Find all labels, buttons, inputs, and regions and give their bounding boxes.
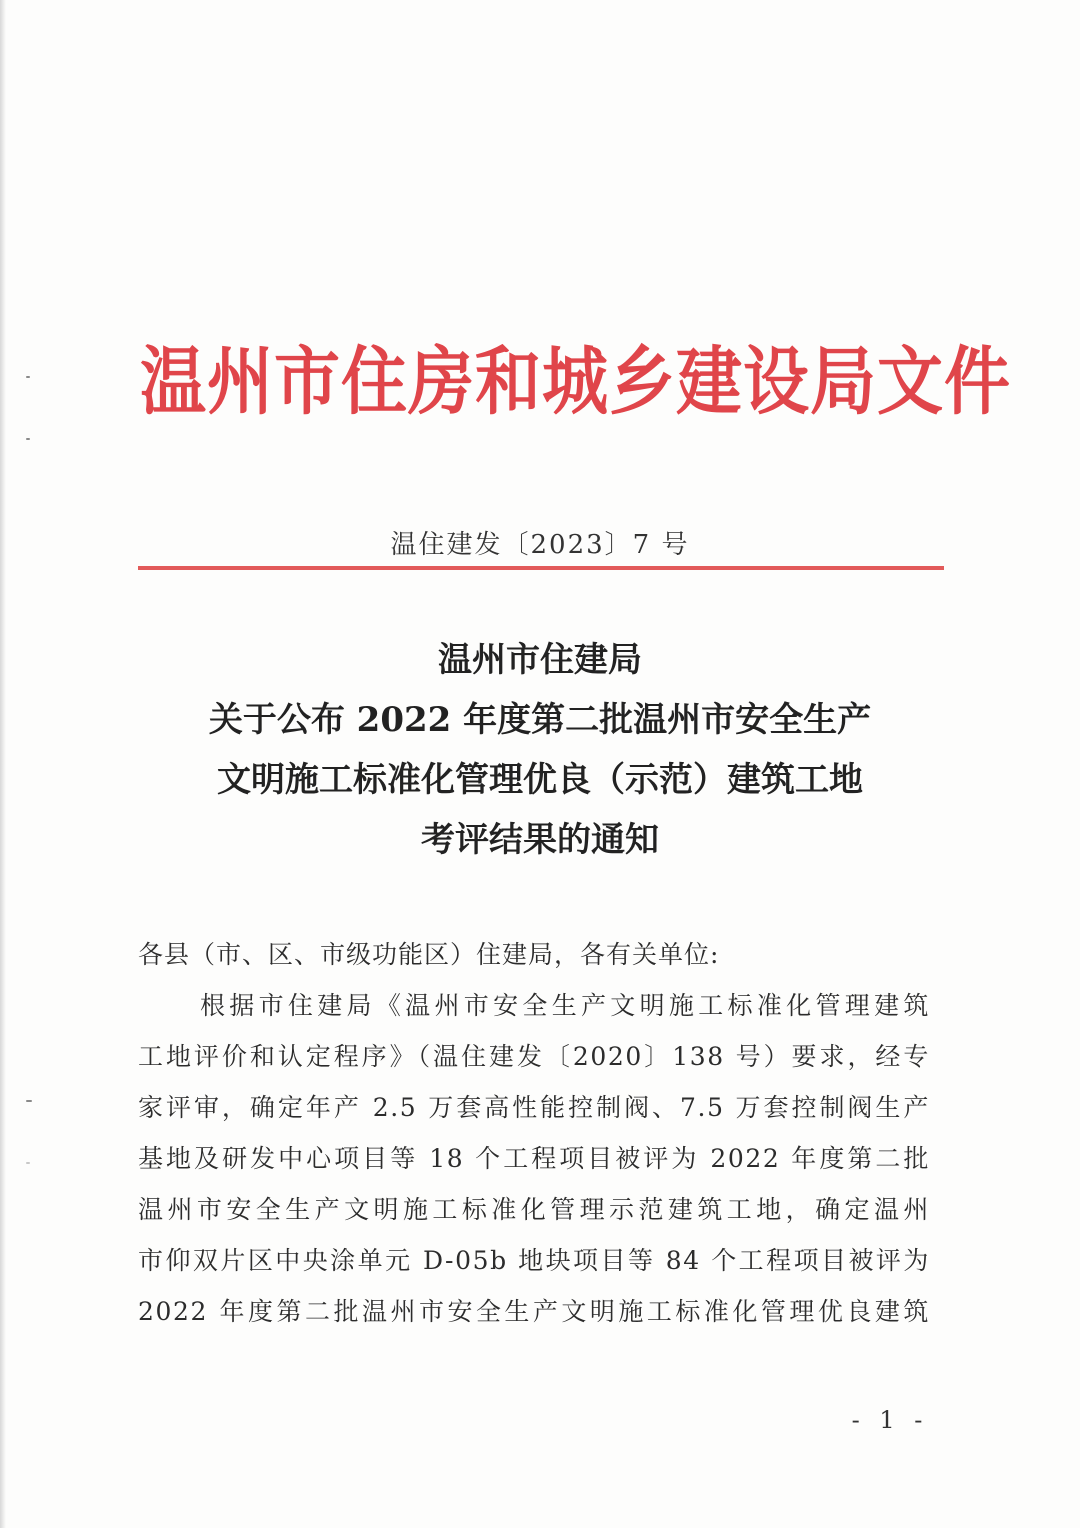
notice-title-line: 关于公布 2022 年度第二批温州市安全生产 xyxy=(208,700,872,740)
scan-artifact xyxy=(26,1162,30,1164)
page-number: - 1 - xyxy=(851,1406,929,1434)
scan-edge-shadow xyxy=(0,0,6,1528)
document-masthead: 温州市住房和城乡建设局文件 xyxy=(140,337,1011,426)
paragraph-line: 市仰双片区中央涂单元 D-05b 地块项目等 84 个工程项目被评为 xyxy=(138,1246,930,1275)
salutation: 各县（市、区、市级功能区）住建局，各有关单位: xyxy=(138,940,720,969)
paragraph-line: 基地及研发中心项目等 18 个工程项目被评为 2022 年度第二批 xyxy=(138,1144,930,1173)
notice-title-line: 文明施工标准化管理优良（示范）建筑工地 xyxy=(217,760,863,800)
red-separator-rule xyxy=(138,566,944,570)
scan-artifact xyxy=(26,438,30,440)
scan-artifact xyxy=(26,1100,32,1102)
scan-artifact xyxy=(26,376,30,378)
document-number: 温住建发〔2023〕7 号 xyxy=(390,530,690,560)
paragraph-line: 工地评价和认定程序》（温住建发〔2020〕138 号）要求，经专 xyxy=(138,1042,930,1071)
notice-title-line: 考评结果的通知 xyxy=(421,820,659,860)
paragraph-line: 2022 年度第二批温州市安全生产文明施工标准化管理优良建筑 xyxy=(138,1297,930,1326)
paragraph-line: 家评审，确定年产 2.5 万套高性能控制阀、7.5 万套控制阀生产 xyxy=(138,1093,930,1122)
paragraph-line: 温州市安全生产文明施工标准化管理示范建筑工地，确定温州 xyxy=(138,1195,930,1224)
notice-title-line: 温州市住建局 xyxy=(438,640,642,680)
notice-title xyxy=(120,630,960,870)
paragraph-line: 根据市住建局《温州市安全生产文明施工标准化管理建筑 xyxy=(200,991,930,1020)
notice-body xyxy=(138,930,930,1337)
